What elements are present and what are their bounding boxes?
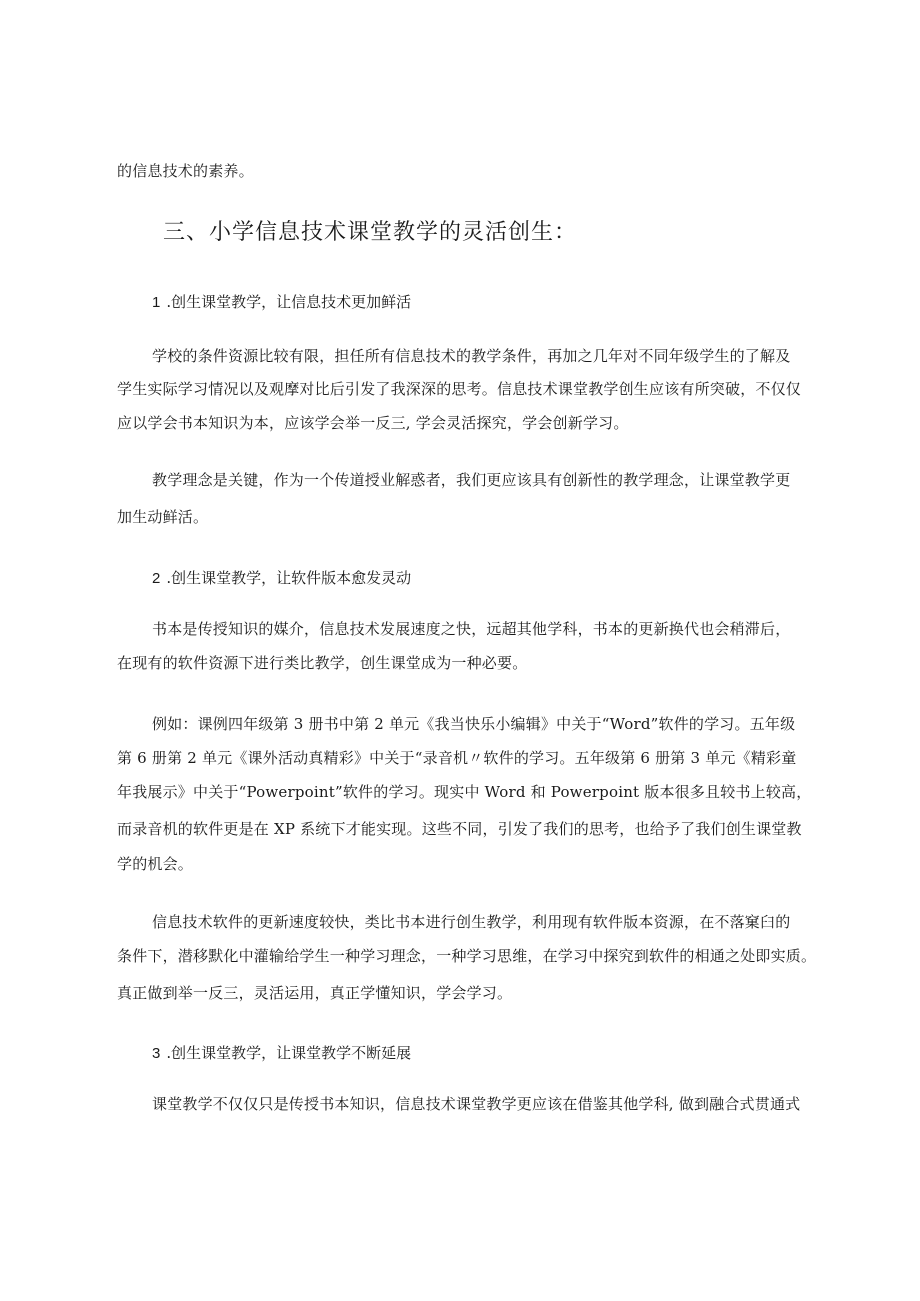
- paragraph-line: 年我展示》中关于“Powerpoint”软件的学习。现实中 Word 和 Powerpoint 版本很多且较书上较高，: [117, 783, 812, 801]
- paragraph-line: 教学理念是关键，作为一个传道授业解惑者，我们更应该具有创新性的教学理念，让课堂教学更: [152, 471, 791, 489]
- paragraph-line: 例如：课例四年级第 3 册书中第 2 单元《我当快乐小编辑》中关于“Word”软件的学习。五年级: [152, 715, 796, 733]
- paragraph-line: 学校的条件资源比较有限，担任所有信息技术的教学条件，再加之几年对不同年级学生的了解及: [152, 347, 791, 365]
- lead-line: 的信息技术的素养。: [117, 162, 254, 180]
- subheading-1: [152, 291, 411, 314]
- paragraph-line: 真正做到举一反三，灵活运用，真正学懂知识，学会学习。: [117, 984, 513, 1002]
- paragraph-line: 课堂教学不仅仅只是传授书本知识，信息技术课堂教学更应该在借鉴其他学科, 做到融合式贯通式: [152, 1095, 801, 1113]
- subheading-2-title: .创生课堂教学，让软件版本愈发灵动: [166, 569, 412, 587]
- paragraph-line: 在现有的软件资源下进行类比教学，创生课堂成为一种必要。: [117, 654, 528, 672]
- subheading-2-number: 2: [152, 570, 161, 587]
- paragraph-line: 书本是传授知识的媒介，信息技术发展速度之快，远超其他学科，书本的更新换代也会稍滞后，: [152, 620, 791, 638]
- section-heading: 三、小学信息技术课堂教学的灵活创生：: [163, 220, 578, 245]
- paragraph-line: 加生动鲜活。: [117, 508, 209, 526]
- subheading-3-number: 3: [152, 1045, 161, 1062]
- subheading-3: [152, 1042, 411, 1065]
- paragraph-line: 应以学会书本知识为本，应该学会举一反三, 学会灵活探究，学会创新学习。: [117, 414, 629, 432]
- paragraph-line: 学生实际学习情况以及观摩对比后引发了我深深的思考。信息技术课堂教学创生应该有所突破，不仅仅: [117, 380, 802, 398]
- paragraph-line: 第 6 册第 2 单元《课外活动真精彩》中关于“录音机〃软件的学习。五年级第 6 册第 3 单元《精彩童: [117, 749, 797, 767]
- paragraph-line: 条件下，潜移默化中灌输给学生一种学习理念，一种学习思维，在学习中探究到软件的相通之处即实质。: [117, 947, 817, 965]
- paragraph-line: 信息技术软件的更新速度较快，类比书本进行创生教学，利用现有软件版本资源，在不落窠臼的: [152, 913, 791, 931]
- subheading-2: [152, 567, 411, 590]
- subheading-1-title: .创生课堂教学，让信息技术更加鲜活: [166, 293, 412, 311]
- subheading-1-number: 1: [152, 294, 161, 311]
- subheading-3-title: .创生课堂教学，让课堂教学不断延展: [166, 1044, 412, 1062]
- paragraph-line: 学的机会。: [117, 855, 194, 873]
- paragraph-line: 而录音机的软件更是在 XP 系统下才能实现。这些不同，引发了我们的思考，也给予了我们创生课堂教: [117, 820, 802, 838]
